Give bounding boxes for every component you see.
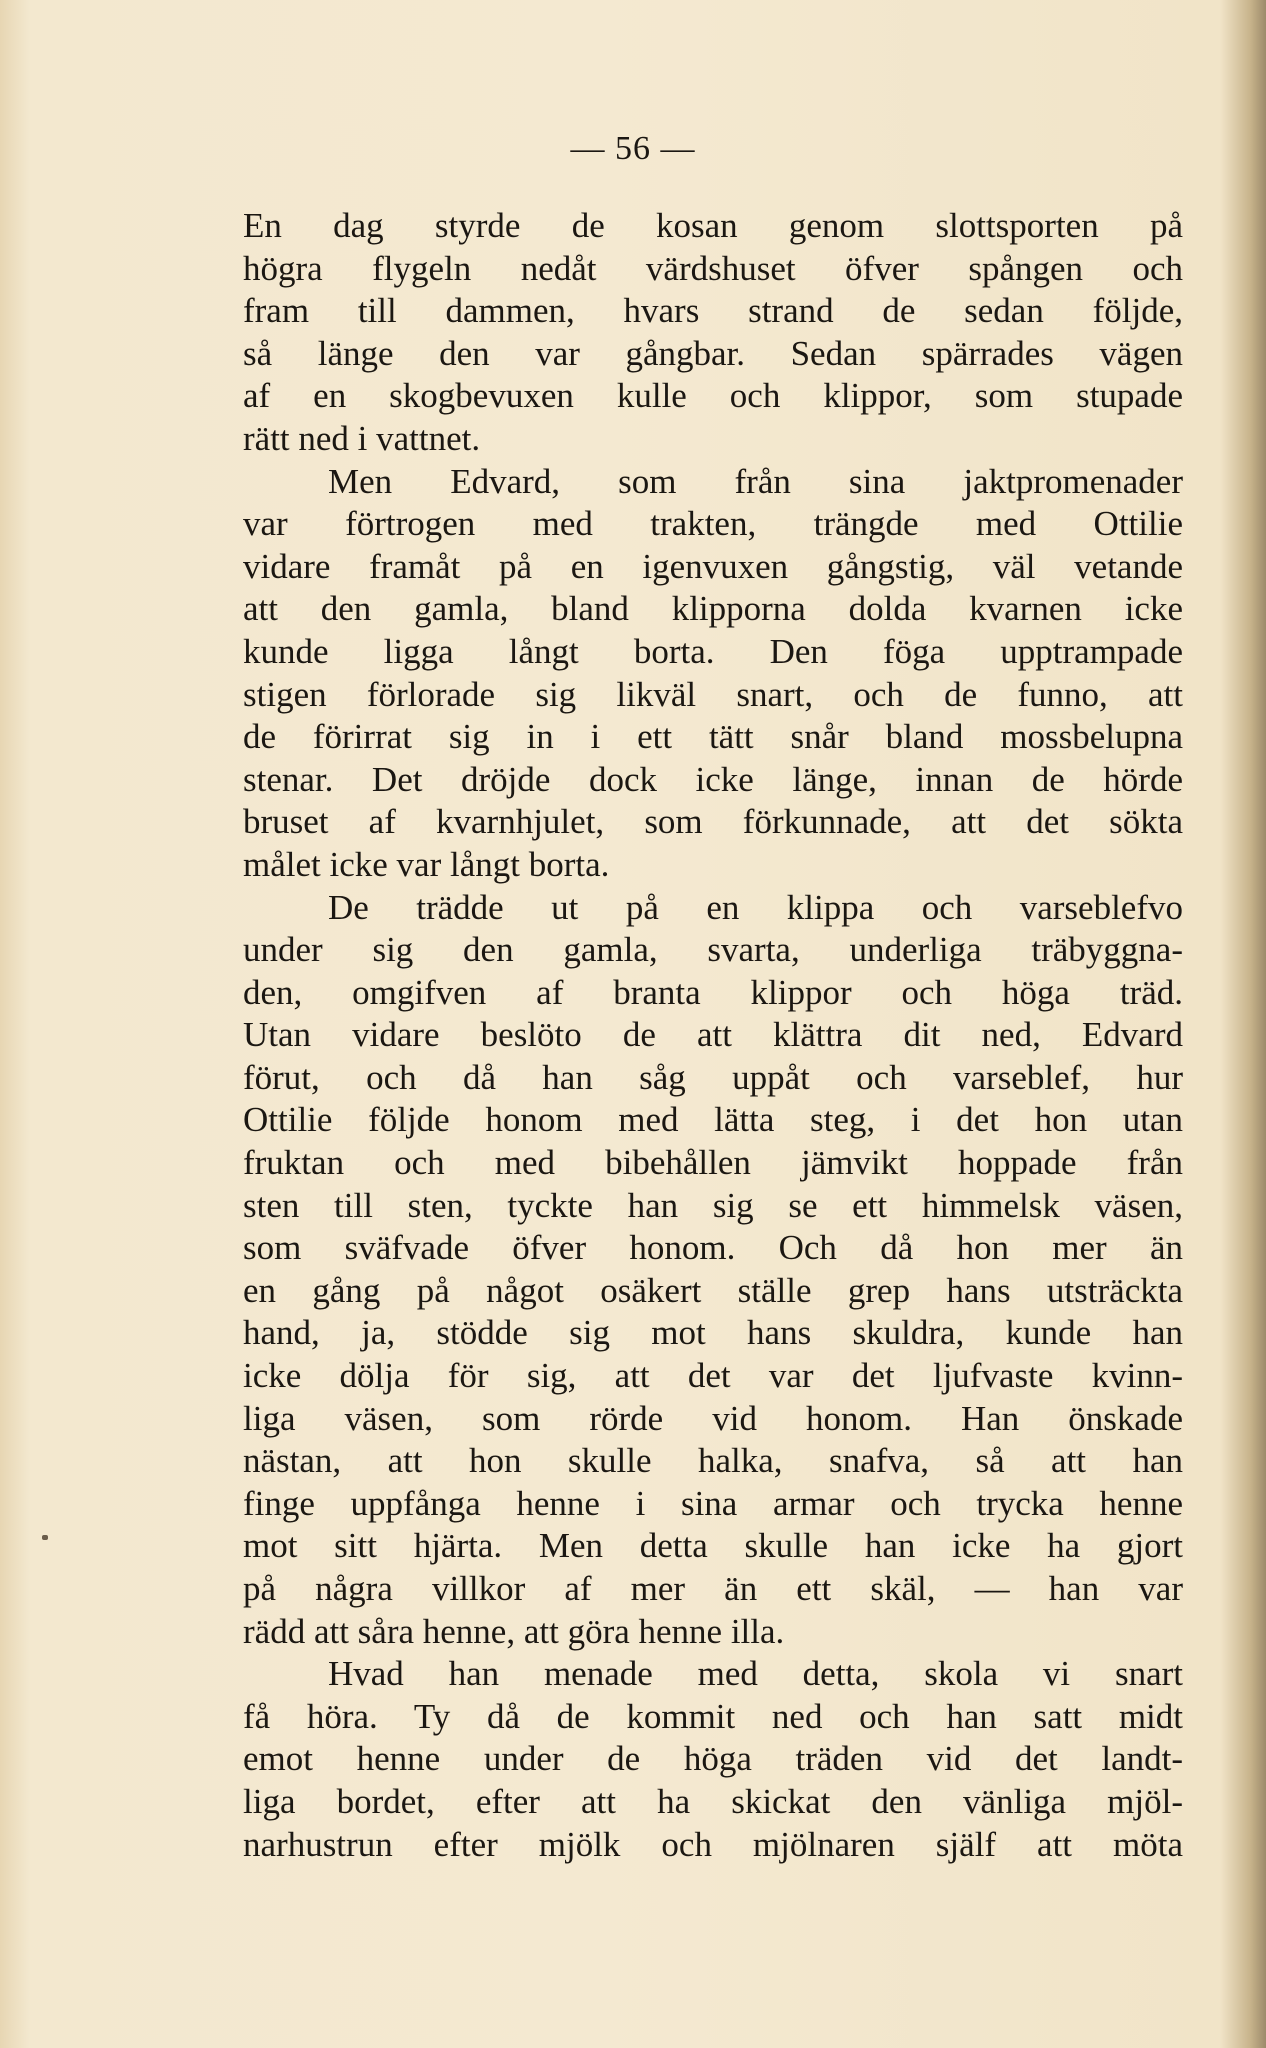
margin-speck xyxy=(42,1535,48,1540)
text-line: vidare framåt på en igenvuxen gångstig, väl vetande xyxy=(243,546,1183,586)
text-line: så länge den var gångbar. Sedan spärrades vägen xyxy=(243,333,1183,373)
paragraph-4 xyxy=(243,1653,1183,1866)
paragraph-3 xyxy=(243,887,1183,1654)
paragraph-1 xyxy=(243,205,1183,461)
text-line: Men Edvard, som från sina jaktpromenader xyxy=(328,461,1183,501)
paragraph-2 xyxy=(243,461,1183,887)
text-line: liga väsen, som rörde vid honom. Han önskade xyxy=(243,1398,1183,1438)
text-line: fruktan och med bibehållen jämvikt hoppade från xyxy=(243,1143,1183,1183)
text-line: sten till sten, tyckte han sig se ett himmelsk väsen, xyxy=(243,1185,1183,1225)
text-line: rätt ned i vattnet. xyxy=(243,418,481,458)
text-line: finge uppfånga henne i sina armar och trycka henne xyxy=(243,1483,1183,1523)
text-line: stenar. Det dröjde dock icke länge, innan de hörde xyxy=(243,759,1183,799)
text-line: den, omgifven af branta klippor och höga träd. xyxy=(243,972,1183,1012)
text-line: Ottilie följde honom med lätta steg, i det hon utan xyxy=(243,1100,1183,1140)
text-line: Utan vidare beslöto de att klättra dit ned, Edvard xyxy=(243,1015,1183,1055)
text-line: målet icke var långt borta. xyxy=(243,844,610,884)
text-line: En dag styrde de kosan genom slottsporten på xyxy=(243,206,1183,245)
text-line: på några villkor af mer än ett skäl, — han var xyxy=(243,1569,1183,1608)
text-line: en gång på något osäkert ställe grep hans utsträckta xyxy=(243,1270,1183,1310)
text-line: kunde ligga långt borta. Den föga upptrampade xyxy=(243,631,1183,671)
text-line: De trädde ut på en klippa och varseblefvo xyxy=(328,887,1183,927)
text-line: bruset af kvarnhjulet, som förkunnade, att det sökta xyxy=(243,802,1183,842)
text-line: emot henne under de höga träden vid det landt- xyxy=(243,1739,1183,1779)
text-line: var förtrogen med trakten, trängde med Ottilie xyxy=(243,504,1183,544)
text-line: hand, ja, stödde sig mot hans skuldra, kunde han xyxy=(243,1313,1183,1353)
text-line: mot sitt hjärta. Men detta skulle han icke ha gjort xyxy=(243,1526,1183,1566)
text-line: att den gamla, bland klipporna dolda kvarnen icke xyxy=(243,589,1183,629)
page-number: — 56 — xyxy=(570,130,696,167)
body-text xyxy=(243,205,1183,1866)
text-line: icke dölja för sig, att det var det ljufvaste kvinn- xyxy=(243,1356,1183,1396)
text-line: af en skogbevuxen kulle och klippor, som stupade xyxy=(243,376,1183,416)
text-line: få höra. Ty då de kommit ned och han satt midt xyxy=(243,1696,1183,1736)
text-line: stigen förlorade sig likväl snart, och de funno, att xyxy=(243,674,1183,714)
text-line: de förirrat sig in i ett tätt snår bland mossbelupna xyxy=(243,717,1183,757)
text-line: förut, och då han såg uppåt och varseblef, hur xyxy=(243,1057,1183,1097)
text-line: fram till dammen, hvars strand de sedan följde, xyxy=(243,291,1183,331)
text-line: under sig den gamla, svarta, underliga träbyggna- xyxy=(243,930,1183,970)
text-line: rädd att såra henne, att göra henne illa. xyxy=(243,1611,785,1651)
text-line: liga bordet, efter att ha skickat den vänliga mjöl- xyxy=(243,1781,1183,1821)
text-line: narhustrun efter mjölk och mjölnaren själf att möta xyxy=(243,1824,1183,1864)
text-line: nästan, att hon skulle halka, snafva, så att han xyxy=(243,1441,1183,1481)
text-line: högra flygeln nedåt värdshuset öfver spången och xyxy=(243,248,1183,288)
text-line: Hvad han menade med detta, skola vi snart xyxy=(328,1654,1183,1694)
text-line: som sväfvade öfver honom. Och då hon mer än xyxy=(243,1228,1183,1268)
